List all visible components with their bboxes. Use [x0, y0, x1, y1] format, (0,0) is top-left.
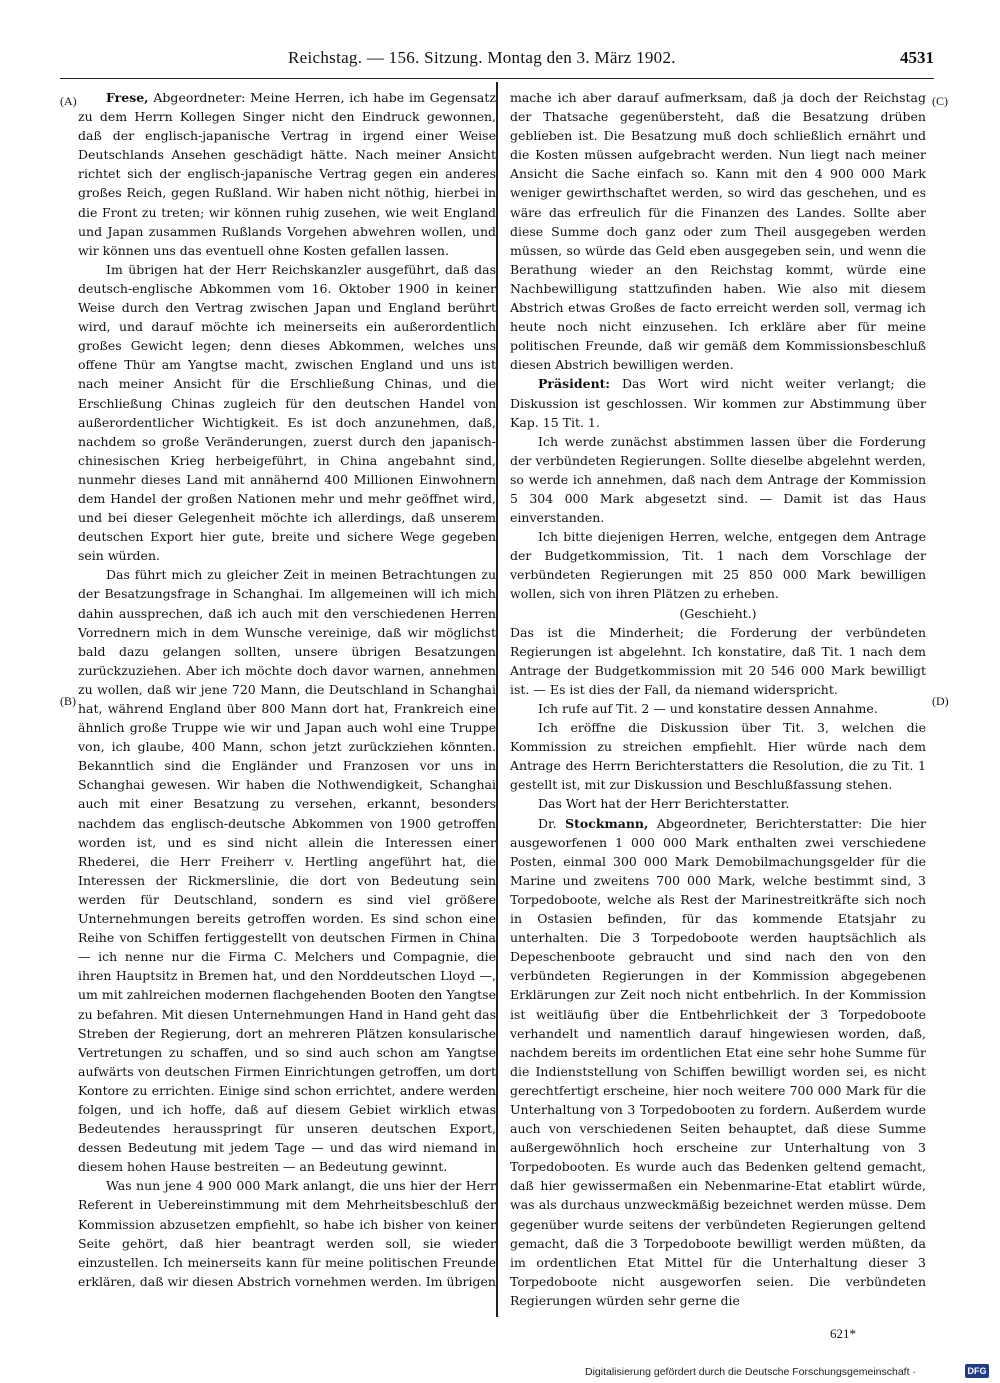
page-header: [60, 44, 938, 74]
margin-marker-a: (A): [60, 94, 77, 108]
dfg-logo: DFG: [965, 1364, 989, 1378]
paragraph-text: Das Wort wird nicht weiter verlangt; die Diskussion ist geschlossen. Wir kommen zur Abstimmung über Kap. 15 Tit. 1.: [510, 376, 926, 430]
title-prefix: Dr.: [538, 815, 566, 831]
margin-marker-c: (C): [932, 94, 948, 108]
paragraph: Das ist die Minderheit; die Forderung der verbündeten Regierungen ist abgelehnt. Ich konstatire, daß Tit. 1 nach dem Antrage der Budgetkommission mit 20 546 000 Mark bewilligt ist. — Es ist dies der Fall, da niemand widerspricht.: [510, 624, 926, 697]
left-column: [78, 88, 496, 1291]
paragraph: mache ich aber darauf aufmerksam, daß ja doch der Reichstag der Thatsache gegenübersteht, daß die Besatzung drüben geblieben ist. Die Besatzung muß doch schließlich ernährt und die Kosten müssen aufgebracht werden. Nun liegt nach meiner Ansicht die Sache einfach so. Kann mit den 4 900 000 Mark weniger gewirthschaftet werden, so wird das geschehen, und es wäre das erfreulich für die Finanzen des Landes. Sollte aber diese Summe doch ganz oder zum Theil ausgegeben werden müssen, so würde das Geld eben ausgegeben sein, und wenn die Berathung wieder an den Reichstag kommt, würde eine Nachbewilligung stattzufinden haben. Wie also mit diesem Abstrich etwas Großes de facto erreicht werden soll, vermag ich heute noch nicht einzusehen. Ich erkläre aber für meine politischen Freunde, daß wir gemäß dem Kommissionsbeschluß diesen Abstrich bewilligen werden.: [510, 90, 926, 373]
paragraph: Im übrigen hat der Herr Reichskanzler ausgeführt, daß das deutsch-englische Abkommen vom 16. Oktober 1900 in keiner Weise durch den Vertrag zwischen Japan und England berührt wird, und darauf möchte ich meinerseits ein außerordentlich großes Gewicht legen; denn dieses Abkommen, welches uns offene Thür am Yangtse macht, zwischen England und uns ist nach meiner Ansicht für die Erschließung Chinas, und die Erschließung Chinas zugleich für den deutschen Handel von außerordentlicher Wichtigkeit. Es ist doch anzunehmen, daß, nachdem so große Veränderungen, zuerst durch den japanisch-chinesischen Krieg herbeigeführt, in China angebahnt sind, nunmehr dieses Land mit annähernd 400 Millionen Einwohnern dem Handel der großen Nationen mehr und mehr geöffnet wird, und bei dieser Gelegenheit möchte ich allerdings, daß unserem deutschen Export hier gute, breite und sichere Wege gegeben sein würden.: [78, 261, 496, 564]
column-divider: [496, 82, 498, 1317]
paragraph-text: Abgeordneter: Meine Herren, ich habe im Gegensatz zu dem Herrn Kollegen Singer nicht den Eindruck gewonnen, daß der englisch-japanische Vertrag in irgend einer Weise Deutschlands Ansehen geschädigt hätte. Nach meiner Ansicht richtet sich der englisch-japanische Vertrag gegen ein anderes großes Reich, gegen Rußland. Wir haben nicht nöthig, hierbei in die Front zu treten; wir können ruhig zusehen, wie weit England und Japan zusammen Rußlands Vorgehen abwehren wollen, und wir können uns das eventuell ohne Kosten gefallen lassen.: [78, 90, 496, 258]
stage-direction: (Geschieht.): [679, 605, 757, 621]
paragraph: Das führt mich zu gleicher Zeit in meinen Betrachtungen zu der Besatzungsfrage in Schanghai. Im allgemeinen will ich mich dahin aussprechen, daß ich auch mit den verschiedenen Herren Vorrednern mich in dem Wunsche vereinige, daß wir möglichst bald dazu gelangen sollten, unsere übrigen Besatzungen zurückzuziehen. Aber ich möchte doch davor warnen, annehmen zu wollen, daß wir jene 720 Mann, die Deutschland in Schanghai hat, während England über 800 Mann dort hat, Frankreich eine ähnlich große Truppe wie wir und Japan auch wohl eine Truppe von, ich glaube, 400 Mann, schon jetzt zurückziehen könnten. Bekanntlich sind die Engländer und Franzosen vor uns in Schanghai gewesen. Wir haben die Nothwendigkeit, Schanghai auch mit einer Besatzung zu versehen, erkannt, besonders nachdem das englisch-deutsche Abkommen von 1900 getroffen worden ist, und es sind nicht allein die Interessen einer Rhederei, die Herr Freiherr v. Hertling angeführt hat, die Interessen der Rickmerslinie, die dort von Bedeutung sein werden für Deutschland, sondern es sind viel größere Unternehmungen bereits getroffen worden. Es sind schon eine Reihe von Schiffen fertiggestellt von deutschen Firmen in China — ich nenne nur die Firma C. Melchers und Compagnie, die ihren Hauptsitz in Bremen hat, und den Norddeutschen Lloyd —, um mit zahlreichen modernen flachgehenden Booten den Yangtse zu befahren. Mit diesen Unternehmungen Hand in Hand geht das Streben der Regierung, dort an mehreren Plätzen konsularische Vertretungen zu schaffen, und so sind auch schon am Yangtse aufwärts von deutschen Firmen Einrichtungen getroffen, um dort Kontore zu errichten. Einige sind schon errichtet, andere werden folgen, und ich hoffe, daß auf diesem Gebiet wirklich etwas Bedeutendes herausspringt für unseren deutschen Export, dessen Bedeutung mit jedem Tage — und das wird niemand in diesem hohen Hause bestreiten — an Bedeutung gewinnt.: [78, 567, 496, 1175]
paragraph: Was nun jene 4 900 000 Mark anlangt, die uns hier der Herr Referent in Uebereinstimmung mit dem Mehrheitsbeschluß der Kommission abzusetzen empfiehlt, so habe ich bisher von keiner Seite gehört, daß hier beantragt werden soll, sie wieder einzustellen. Ich meinerseits kann für meine politischen Freunde erklären, daß wir diesen Abstrich vornehmen werden. Im übrigen: [78, 1178, 496, 1289]
paragraph: [510, 814, 926, 1310]
paragraph-text: Abgeordneter, Berichterstatter: Die hier ausgeworfenen 1 000 000 Mark enthalten zwei verschiedene Posten, einmal 300 000 Mark Demobilmachungsgelder für die Marine und zweitens 700 000 Mark, welche bestimmt sind, 3 Torpedoboote, welche als Rest der Marinestreitkräfte sich noch in Ostasien befinden, für das kommende Etatsjahr zu unterhalten. Die 3 Torpedoboote werden hauptsächlich als Depeschenboote gebraucht und sind nach den von den verbündeten Regierungen in der Kommission abgegebenen Erklärungen zur Zeit noch nicht entbehrlich. In der Kommission ist weitläufig über die Entbehrlichkeit der 3 Torpedoboote verhandelt und namentlich darauf hingewiesen worden, daß, nachdem bereits im ordentlichen Etat eine sehr hohe Summe für die Indienststellung von Schiffen bewilligt worden sei, es nicht gerechtfertigt erscheine, hier noch weitere 700 000 Mark für die Unterhaltung von 3 Torpedobooten zu fordern. Außerdem wurde auch von verschiedenen Seiten behauptet, daß diese Summe außergewöhnlich hoch erscheine zur Unterhaltung von 3 Torpedobooten. Es wurde auch das Bedenken geltend gemacht, daß hier gewissermaßen ein Nebenmarine-Etat etablirt würde, was als durchaus unzweckmäßig bezeichnet werden müsse. Dem gegenüber wurde seitens der verbündeten Regierungen geltend gemacht, daß die 3 Torpedoboote bewilligt werden müßten, da im ordentlichen Etat Mittel für die Unterhaltung dieser 3 Torpedoboote nicht ausgeworfen seien. Die verbündeten Regierungen würden sehr gerne die: [510, 815, 926, 1308]
margin-marker-d: (D): [932, 694, 949, 708]
right-column: [510, 88, 926, 1310]
speaker-name: Stockmann,: [565, 815, 649, 831]
paragraph: Ich eröffne die Diskussion über Tit. 3, welchen die Kommission zu streichen empfiehlt. Hier würde nach dem Antrage des Herrn Berichterstatters die Resolution, die zu Tit. 1 gestellt ist, mit zur Diskussion und Beschlußfassung stehen.: [510, 720, 926, 793]
paragraph: Ich rufe auf Tit. 2 — und konstatire dessen Annahme.: [538, 701, 878, 716]
page-number: 4531: [900, 48, 934, 67]
footer-credit: Digitalisierung gefördert durch die Deutsche Forschungsgemeinschaft ·: [585, 1366, 916, 1378]
signature-mark: 621*: [830, 1326, 856, 1341]
paragraph: Ich bitte diejenigen Herren, welche, entgegen dem Antrage der Budgetkommission, Tit. 1 nach dem Vorschlage der verbündeten Regierungen mit 25 850 000 Mark bewilligen wollen, sich von ihren Plätzen zu erheben.: [510, 529, 926, 602]
speaker-name: Frese,: [106, 90, 149, 105]
paragraph: [78, 88, 496, 260]
margin-marker-b: (B): [60, 694, 76, 708]
speaker-name: Präsident:: [538, 376, 611, 392]
paragraph: Das Wort hat der Herr Berichterstatter.: [538, 796, 790, 812]
running-title: Reichstag. — 156. Sitzung. Montag den 3. März 1902.: [288, 48, 676, 67]
paragraph: [510, 374, 926, 431]
header-rule: [60, 78, 934, 79]
paragraph: Ich werde zunächst abstimmen lassen über die Forderung der verbündeten Regierungen. Sollte dieselbe abgelehnt werden, so werde ich annehmen, daß nach dem Antrage der Kommission 5 304 000 Mark abgesetzt sind. — Damit ist das Haus einverstanden.: [510, 433, 926, 526]
